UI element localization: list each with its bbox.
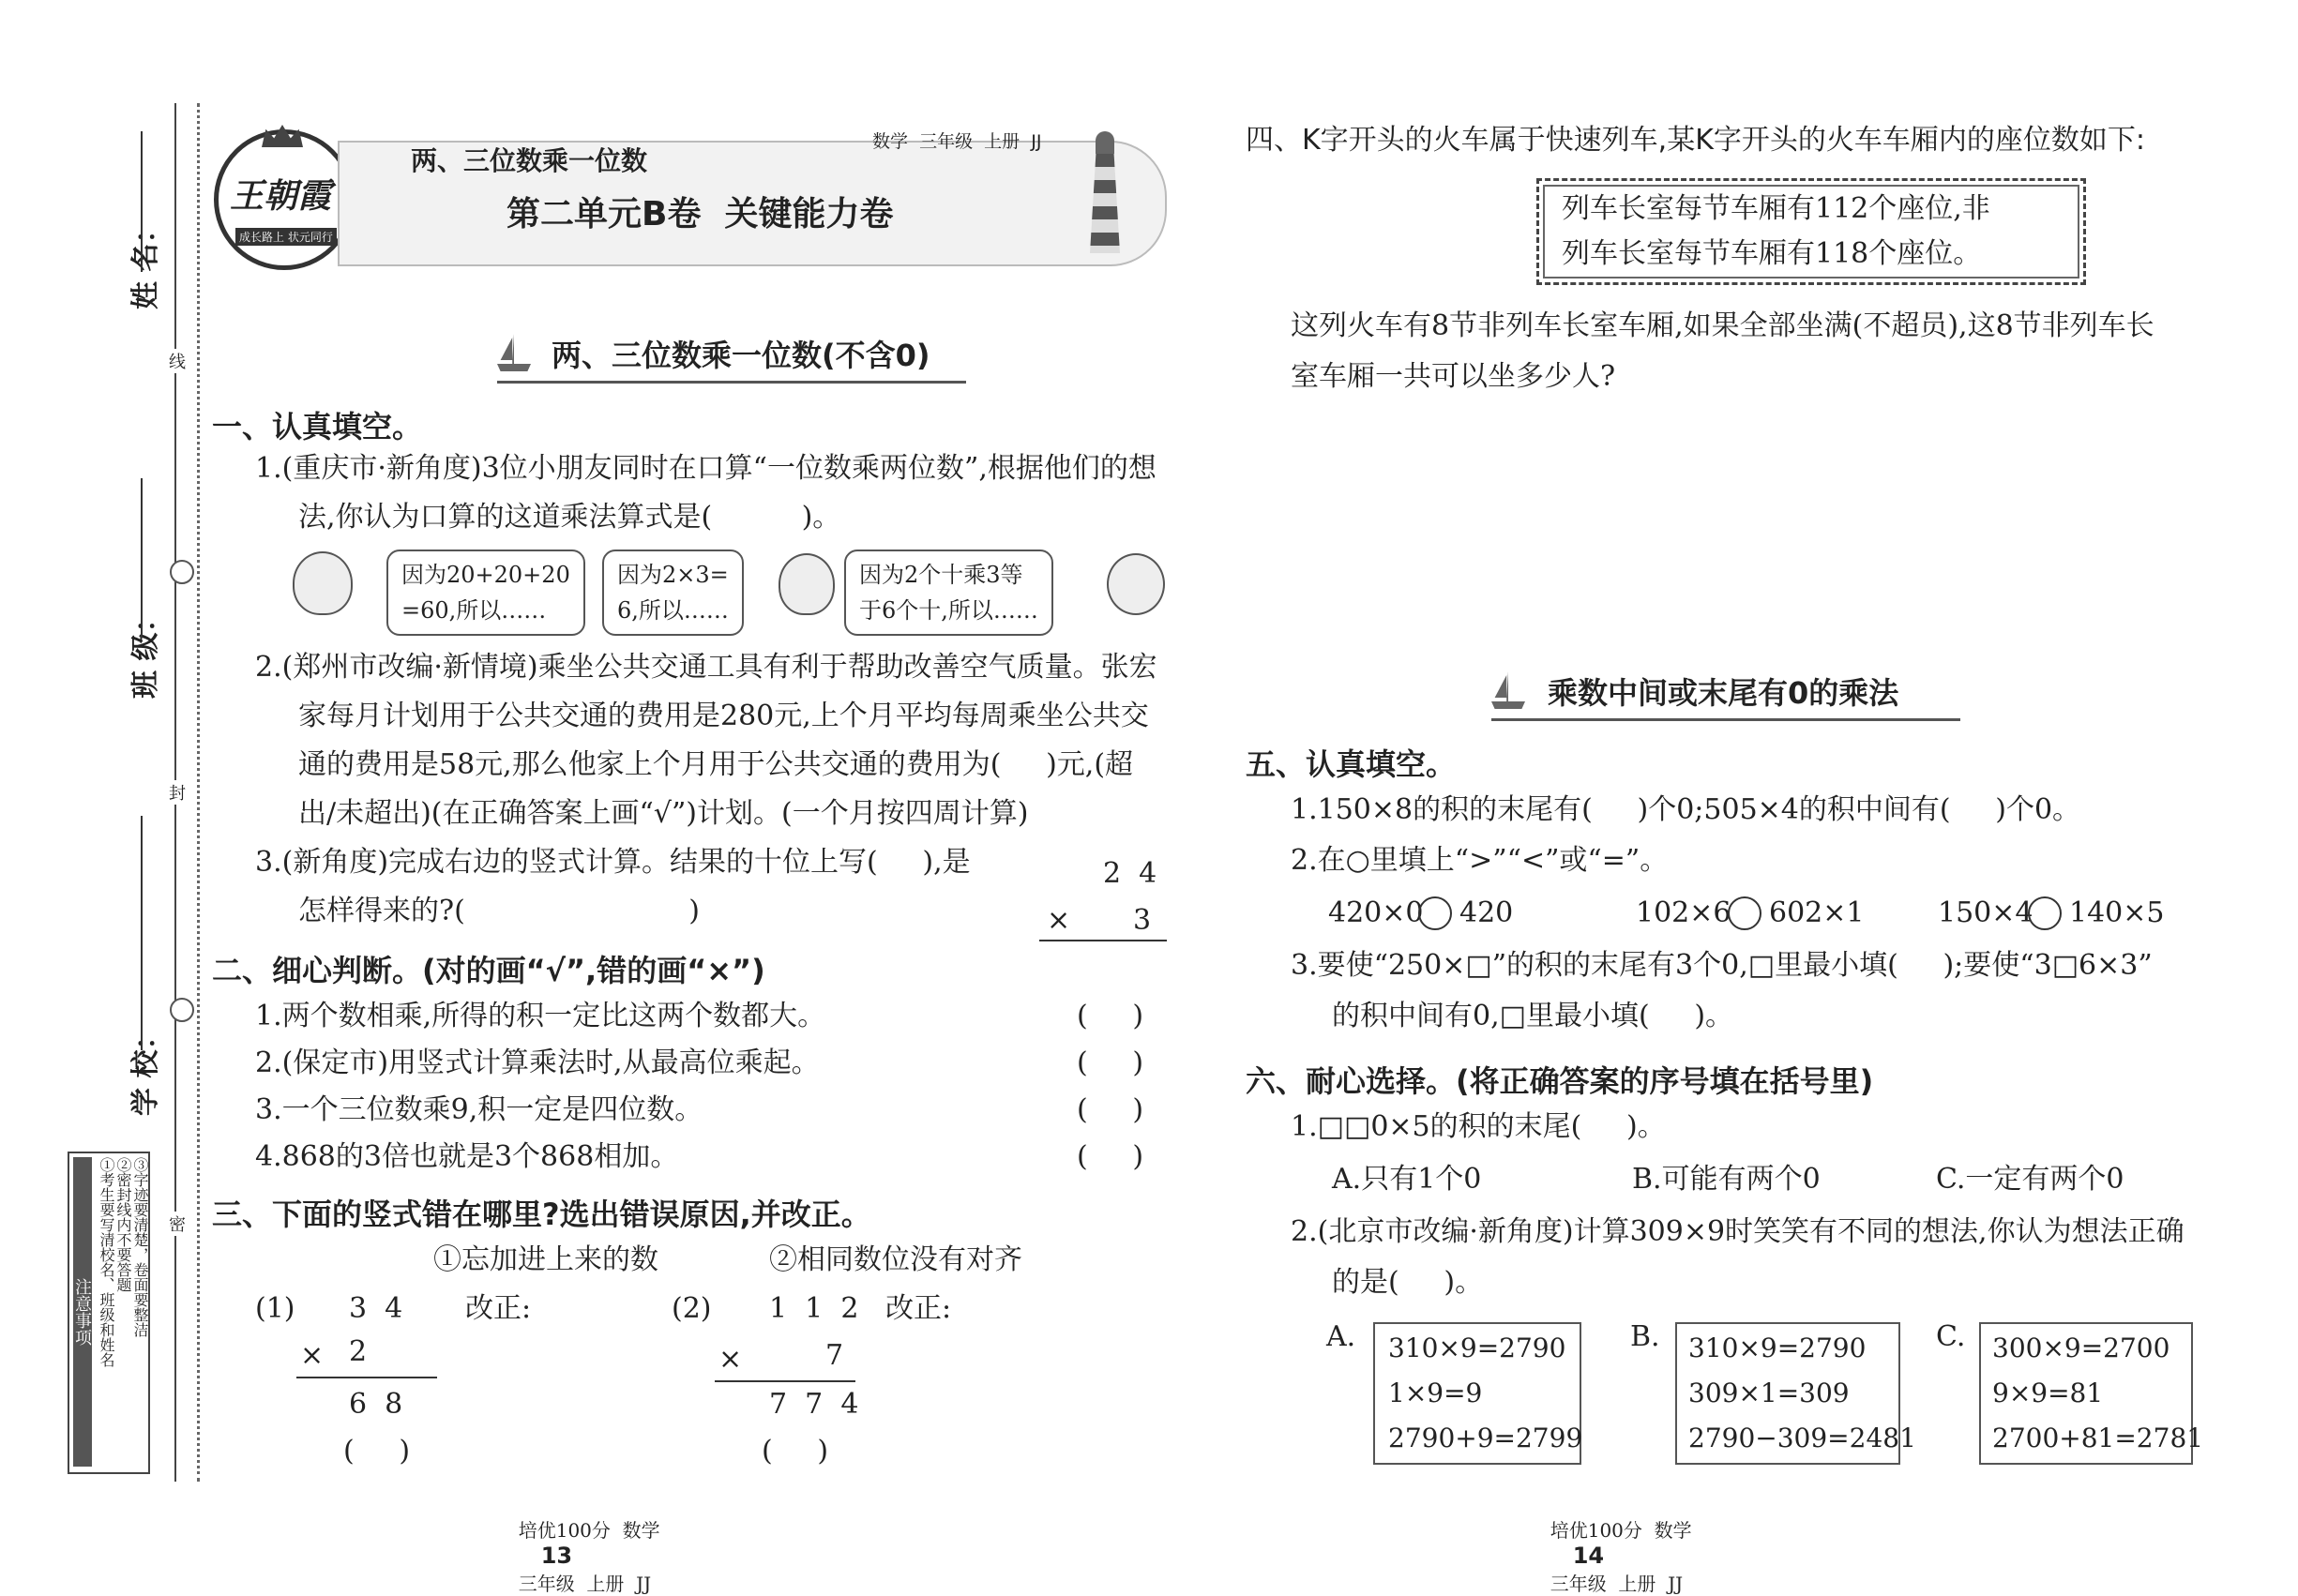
notice-title: 注意事项 bbox=[73, 1157, 92, 1467]
sailboat-icon bbox=[497, 334, 531, 371]
part1-heading: 一、认真填空。 bbox=[212, 409, 423, 444]
judge-answer-4[interactable]: ( ) bbox=[1077, 1140, 1144, 1173]
judge-item-3: 3.一个三位数乘9,积一定是四位数。 bbox=[255, 1093, 703, 1126]
compare-2-left: 102×6 bbox=[1636, 896, 1731, 929]
bubble-1-line2: =60,所以…… bbox=[401, 597, 547, 624]
judge-item-4: 4.868的3倍也就是3个868相加。 bbox=[255, 1140, 679, 1173]
calc2-op: × bbox=[718, 1343, 743, 1376]
girl-avatar-2 bbox=[779, 553, 835, 615]
right-section-banner bbox=[1491, 666, 1960, 721]
q2-line2: 家每月计划用于公共交通的费用是280元,上个月平均每周乘坐公共交 bbox=[298, 700, 1149, 732]
judge-answer-2[interactable]: ( ) bbox=[1077, 1046, 1144, 1079]
calc2-fix: 改正: bbox=[885, 1292, 952, 1325]
cut-mark-seal: 封 bbox=[169, 780, 186, 805]
q3-calc-op: × bbox=[1047, 904, 1071, 937]
left-section-banner bbox=[497, 328, 966, 384]
choice-a-line1: 310×9=2790 bbox=[1388, 1333, 1566, 1363]
seal-circle-2 bbox=[170, 998, 194, 1022]
reason-2: ②相同数位没有对齐 bbox=[769, 1243, 1022, 1276]
q3-line1: 3.(新角度)完成右边的竖式计算。结果的十位上写( ),是 bbox=[255, 846, 971, 879]
part6-q2-line2: 的是( )。 bbox=[1332, 1266, 1484, 1299]
calc2-top: 1 1 2 bbox=[769, 1292, 859, 1325]
choice-b-box[interactable] bbox=[1675, 1322, 1916, 1465]
calc1-op: × bbox=[300, 1339, 325, 1372]
q2-line1: 2.(郑州市改编·新情境)乘坐公共交通工具有利于帮助改善空气质量。张宏 bbox=[255, 651, 1157, 684]
right-page-number: 14 bbox=[1572, 1543, 1605, 1569]
boy-avatar bbox=[1107, 553, 1165, 615]
choice-a-box[interactable] bbox=[1373, 1322, 1581, 1465]
right-banner-text: 乘数中间或末尾有0的乘法 bbox=[1548, 675, 1899, 711]
q3-calc-bottom: 3 bbox=[1133, 904, 1152, 937]
name-underline bbox=[141, 131, 143, 272]
left-footer-text1: 培优100分 数学 bbox=[518, 1519, 660, 1542]
bubble-1 bbox=[386, 550, 585, 636]
left-banner-text: 两、三位数乘一位数(不含0) bbox=[552, 338, 930, 373]
choice-b-label: B. bbox=[1630, 1320, 1660, 1353]
compare-1-left: 420×0 bbox=[1328, 896, 1424, 929]
q3-line2: 怎样得来的?( ) bbox=[298, 895, 700, 927]
bubble-2 bbox=[602, 550, 744, 636]
choice-b-line1: 310×9=2790 bbox=[1688, 1333, 1867, 1363]
calc1-top: 3 4 bbox=[349, 1292, 403, 1325]
margin-dotted-line bbox=[197, 103, 200, 1482]
part4-q-line2: 室车厢一共可以坐多少人? bbox=[1291, 360, 1616, 393]
seat-info-line1: 列车长室每节车厢有112个座位,非 bbox=[1562, 192, 1990, 225]
choice-c-line2: 9×9=81 bbox=[1992, 1378, 2104, 1408]
logo-crown-icon bbox=[262, 125, 303, 147]
lighthouse-icon bbox=[1086, 131, 1124, 253]
choice-b-line3: 2790−309=2481 bbox=[1688, 1423, 1916, 1453]
option-b[interactable]: B.可能有两个0 bbox=[1632, 1163, 1821, 1196]
compare-3-left: 150×4 bbox=[1938, 896, 2033, 929]
cut-mark-line: 线 bbox=[169, 349, 186, 373]
logo-badge bbox=[214, 129, 355, 270]
part5-q2: 2.在○里填上“>”“<”或“=”。 bbox=[1291, 844, 1669, 877]
choice-a-line3: 2790+9=2799 bbox=[1388, 1423, 1583, 1453]
q3-calc-top: 2 4 bbox=[1103, 857, 1157, 890]
bubble-1-line1: 因为20+20+20 bbox=[401, 562, 570, 588]
logo-text: 王朝霞 bbox=[230, 177, 332, 216]
judge-answer-3[interactable]: ( ) bbox=[1077, 1093, 1144, 1126]
calc2-bottom: 7 bbox=[825, 1339, 844, 1372]
calc1-label: (1) bbox=[255, 1292, 295, 1325]
choice-c-line3: 2700+81=2781 bbox=[1992, 1423, 2204, 1453]
calc2-label: (2) bbox=[672, 1292, 712, 1325]
judge-answer-1[interactable]: ( ) bbox=[1077, 1000, 1144, 1032]
compare-circle-1[interactable] bbox=[1418, 896, 1452, 930]
choice-c-label: C. bbox=[1936, 1320, 1966, 1353]
calc1-paren[interactable]: ( ) bbox=[343, 1435, 411, 1468]
seal-circle bbox=[170, 560, 194, 584]
choice-c-box[interactable] bbox=[1979, 1322, 2204, 1465]
part6-heading: 六、耐心选择。(将正确答案的序号填在括号里) bbox=[1246, 1063, 1874, 1099]
judge-item-2: 2.(保定市)用竖式计算乘法时,从最高位乘起。 bbox=[255, 1046, 820, 1079]
left-footer bbox=[506, 1493, 660, 1596]
name-label: 姓 名： bbox=[129, 215, 162, 309]
class-underline bbox=[141, 478, 143, 638]
header-title: 第二单元B卷 关键能力卷 bbox=[506, 195, 894, 233]
logo-sub: 成长路上 状元同行 bbox=[235, 228, 337, 246]
option-c[interactable]: C.一定有两个0 bbox=[1936, 1163, 2124, 1196]
notice-item-3: ③字迹要清楚，卷面要整洁 bbox=[131, 1157, 149, 1337]
part5-q1: 1.150×8的积的末尾有( )个0;505×4的积中间有( )个0。 bbox=[1291, 793, 2081, 826]
part3-heading: 三、下面的竖式错在哪里?选出错误原因,并改正。 bbox=[212, 1197, 871, 1232]
compare-circle-3[interactable] bbox=[2028, 896, 2062, 930]
left-page-number: 13 bbox=[540, 1543, 573, 1569]
seat-info-line2: 列车长室每节车厢有118个座位。 bbox=[1562, 237, 1982, 270]
compare-2-right: 602×1 bbox=[1769, 896, 1865, 929]
part4-q-line1: 这列火车有8节非列车长室车厢,如果全部坐满(不超员),这8节非列车长 bbox=[1291, 309, 2154, 342]
choice-a-line2: 1×9=9 bbox=[1388, 1378, 1483, 1408]
part4-heading: 四、K字开头的火车属于快速列车,某K字开头的火车车厢内的座位数如下: bbox=[1246, 124, 2145, 157]
class-label: 班 级： bbox=[129, 604, 162, 699]
compare-1-right: 420 bbox=[1459, 896, 1514, 929]
compare-circle-2[interactable] bbox=[1728, 896, 1761, 930]
q3-calc-line bbox=[1039, 940, 1167, 941]
bubble-3-line1: 因为2个十乘3等 bbox=[859, 562, 1023, 588]
sailboat-icon-2 bbox=[1491, 671, 1525, 709]
header-meta: 数学 三年级 上册 JJ bbox=[872, 131, 1042, 152]
seat-info-box bbox=[1536, 178, 2086, 285]
part6-q2-line1: 2.(北京市改编·新角度)计算309×9时笑笑有不同的想法,你认为想法正确 bbox=[1291, 1215, 2185, 1248]
right-footer-text2: 三年级 上册 JJ bbox=[1550, 1573, 1684, 1595]
school-underline bbox=[141, 816, 143, 1050]
q1-line2: 法,你认为口算的这道乘法算式是( )。 bbox=[298, 501, 841, 534]
compare-3-right: 140×5 bbox=[2069, 896, 2165, 929]
choice-a-label: A. bbox=[1326, 1320, 1356, 1353]
q1-line1: 1.(重庆市·新角度)3位小朋友同时在口算“一位数乘两位数”,根据他们的想 bbox=[255, 452, 1157, 485]
calc1-result: 6 8 bbox=[349, 1388, 403, 1421]
q2-line4: 出/未超出)(在正确答案上画“√”)计划。(一个月按四周计算) bbox=[298, 797, 1029, 830]
calc1-bottom: 2 bbox=[349, 1335, 368, 1368]
girl-avatar-1 bbox=[293, 551, 353, 615]
right-footer bbox=[1538, 1493, 1692, 1596]
right-footer-text1: 培优100分 数学 bbox=[1550, 1519, 1692, 1542]
bubble-3-line2: 于6个十,所以…… bbox=[859, 597, 1038, 624]
part5-q3-line2: 的积中间有0,□里最小填( )。 bbox=[1332, 1000, 1734, 1032]
part5-q3-line1: 3.要使“250×□”的积的末尾有3个0,□里最小填( );要使“3□6×3” bbox=[1291, 949, 2153, 982]
reason-1: ①忘加进上来的数 bbox=[433, 1243, 658, 1276]
school-label: 学 校： bbox=[129, 1021, 162, 1116]
bubble-3 bbox=[844, 550, 1053, 636]
calc2-result: 7 7 4 bbox=[769, 1388, 859, 1421]
left-footer-text2: 三年级 上册 JJ bbox=[518, 1573, 652, 1595]
calc2-paren[interactable]: ( ) bbox=[762, 1435, 829, 1468]
calc1-line bbox=[296, 1377, 437, 1378]
part5-heading: 五、认真填空。 bbox=[1246, 746, 1457, 782]
calc2-line bbox=[715, 1380, 855, 1382]
notice-box bbox=[68, 1152, 150, 1474]
part2-heading: 二、细心判断。(对的画“√”,错的画“×”) bbox=[212, 953, 765, 988]
header-subtitle: 两、三位数乘一位数 bbox=[411, 145, 648, 176]
cut-mark-dense: 密 bbox=[169, 1212, 186, 1236]
calc1-fix: 改正: bbox=[465, 1292, 532, 1325]
judge-item-1: 1.两个数相乘,所得的积一定比这两个数都大。 bbox=[255, 1000, 826, 1032]
choice-b-line2: 309×1=309 bbox=[1688, 1378, 1850, 1408]
notice-item-2: ②密封线内不要答题 bbox=[114, 1157, 132, 1292]
bubble-2-line2: 6,所以…… bbox=[617, 597, 729, 624]
bubble-2-line1: 因为2×3= bbox=[617, 562, 729, 588]
option-a[interactable]: A.只有1个0 bbox=[1332, 1163, 1482, 1196]
part6-q1: 1.□□0×5的积的末尾( )。 bbox=[1291, 1110, 1666, 1143]
notice-item-1: ①考生要写清校名、班级和姓名 bbox=[98, 1157, 115, 1367]
choice-c-line1: 300×9=2700 bbox=[1992, 1333, 2170, 1363]
q2-line3: 通的费用是58元,那么他家上个月用于公共交通的费用为( )元,(超 bbox=[298, 748, 1134, 781]
